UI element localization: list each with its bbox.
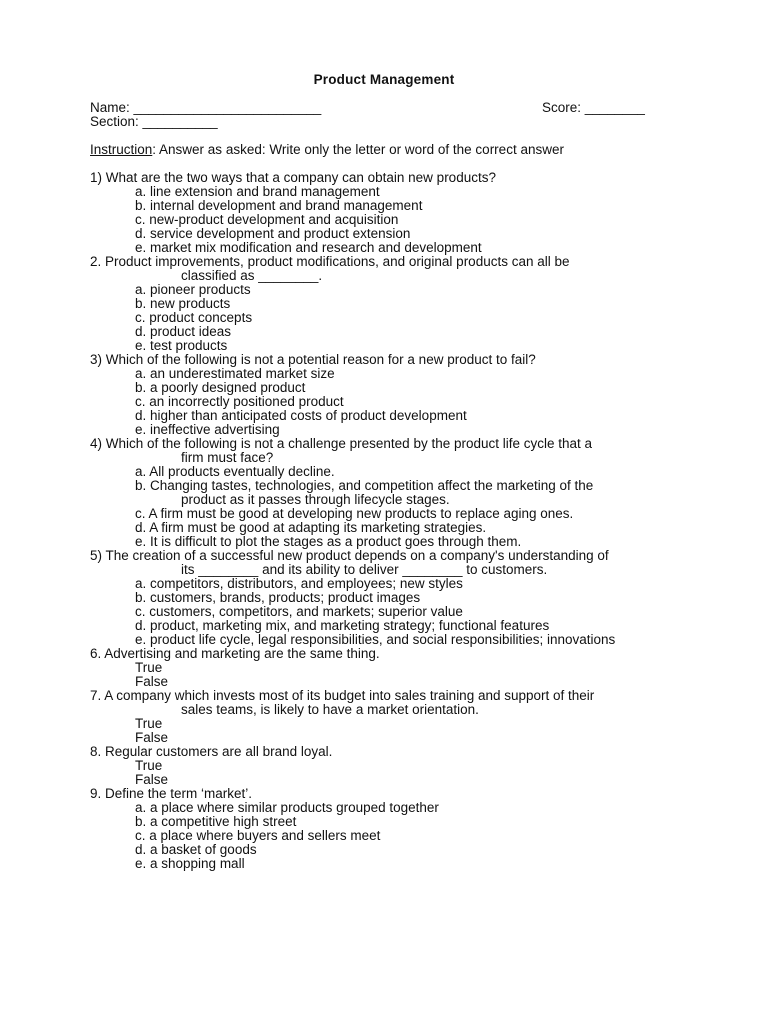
answer-option-line: False <box>135 772 169 787</box>
instruction-text: : Answer as asked: Write only the letter or word of the correct answer <box>152 142 564 157</box>
answer-option-line: d. higher than anticipated costs of product development <box>135 408 467 423</box>
answer-option-line: d. a basket of goods <box>135 842 257 857</box>
answer-option-line: True <box>135 716 163 731</box>
answer-option-line: e. market mix modification and research and development <box>135 240 482 255</box>
answer-option-line: d. product ideas <box>135 324 232 339</box>
question-line: 8. Regular customers are all brand loyal. <box>90 744 333 759</box>
question-continuation-line: firm must face? <box>181 450 274 465</box>
answer-option-line: a. pioneer products <box>135 282 251 297</box>
section-line: Section: __________ <box>90 114 218 129</box>
score-line: Score: ________ <box>542 100 645 115</box>
answer-option-line: d. product, marketing mix, and marketing strategy; functional features <box>135 618 550 633</box>
question-line: 6. Advertising and marketing are the same thing. <box>90 646 380 661</box>
answer-option-line: b. Changing tastes, technologies, and competition affect the marketing of the <box>135 478 594 493</box>
question-continuation-line: sales teams, is likely to have a market orientation. <box>181 702 479 717</box>
answer-option-line: a. a place where similar products grouped together <box>135 800 439 815</box>
question-line: 7. A company which invests most of its budget into sales training and support of their <box>90 688 595 703</box>
question-continuation-line: classified as ________. <box>181 268 323 283</box>
answer-option-line: False <box>135 674 169 689</box>
answer-option-line: c. product concepts <box>135 310 253 325</box>
instruction-label: Instruction <box>90 142 153 157</box>
instruction-line <box>90 143 564 157</box>
answer-option-line: a. competitors, distributors, and employees; new styles <box>135 576 463 591</box>
question-line: 9. Define the term ‘market’. <box>90 786 253 801</box>
name-line: Name: _________________________ <box>90 100 322 115</box>
answer-option-line: True <box>135 660 163 675</box>
answer-option-line: a. All products eventually decline. <box>135 464 335 479</box>
answer-option-line: e. test products <box>135 338 228 353</box>
question-line: 2. Product improvements, product modifications, and original products can all be <box>90 254 570 269</box>
answer-option-line: a. an underestimated market size <box>135 366 335 381</box>
answer-option-line: b. new products <box>135 296 231 311</box>
answer-option-line: c. new-product development and acquisition <box>135 212 399 227</box>
question-continuation-line: its ________ and its ability to deliver ________ to customers. <box>181 562 548 577</box>
answer-option-line: False <box>135 730 169 745</box>
answer-option-line: b. internal development and brand management <box>135 198 423 213</box>
question-line: 4) Which of the following is not a challenge presented by the product life cycle that a <box>90 436 593 451</box>
answer-option-line: True <box>135 758 163 773</box>
question-continuation-line: product as it passes through lifecycle stages. <box>181 492 450 507</box>
answer-option-line: c. customers, competitors, and markets; superior value <box>135 604 463 619</box>
answer-option-line: a. line extension and brand management <box>135 184 380 199</box>
answer-option-line: b. a competitive high street <box>135 814 297 829</box>
answer-option-line: c. A firm must be good at developing new products to replace aging ones. <box>135 506 574 521</box>
answer-option-line: e. a shopping mall <box>135 856 245 871</box>
answer-option-line: c. a place where buyers and sellers meet <box>135 828 381 843</box>
question-list <box>90 171 690 871</box>
answer-option-line: e. ineffective advertising <box>135 422 280 437</box>
answer-option-line: b. a poorly designed product <box>135 380 306 395</box>
answer-option-line: e. It is difficult to plot the stages as a product goes through them. <box>135 534 522 549</box>
answer-option-line: d. service development and product extension <box>135 226 411 241</box>
answer-option-line: d. A firm must be good at adapting its marketing strategies. <box>135 520 487 535</box>
answer-option-line: e. product life cycle, legal responsibilities, and social responsibilities; innovations <box>135 632 616 647</box>
page-title: Product Management <box>313 72 455 87</box>
answer-option-line: c. an incorrectly positioned product <box>135 394 344 409</box>
answer-option-line: b. customers, brands, products; product images <box>135 590 421 605</box>
question-line: 5) The creation of a successful new product depends on a company's understanding of <box>90 548 609 563</box>
question-line: 1) What are the two ways that a company can obtain new products? <box>90 170 496 185</box>
question-line: 3) Which of the following is not a potential reason for a new product to fail? <box>90 352 536 367</box>
